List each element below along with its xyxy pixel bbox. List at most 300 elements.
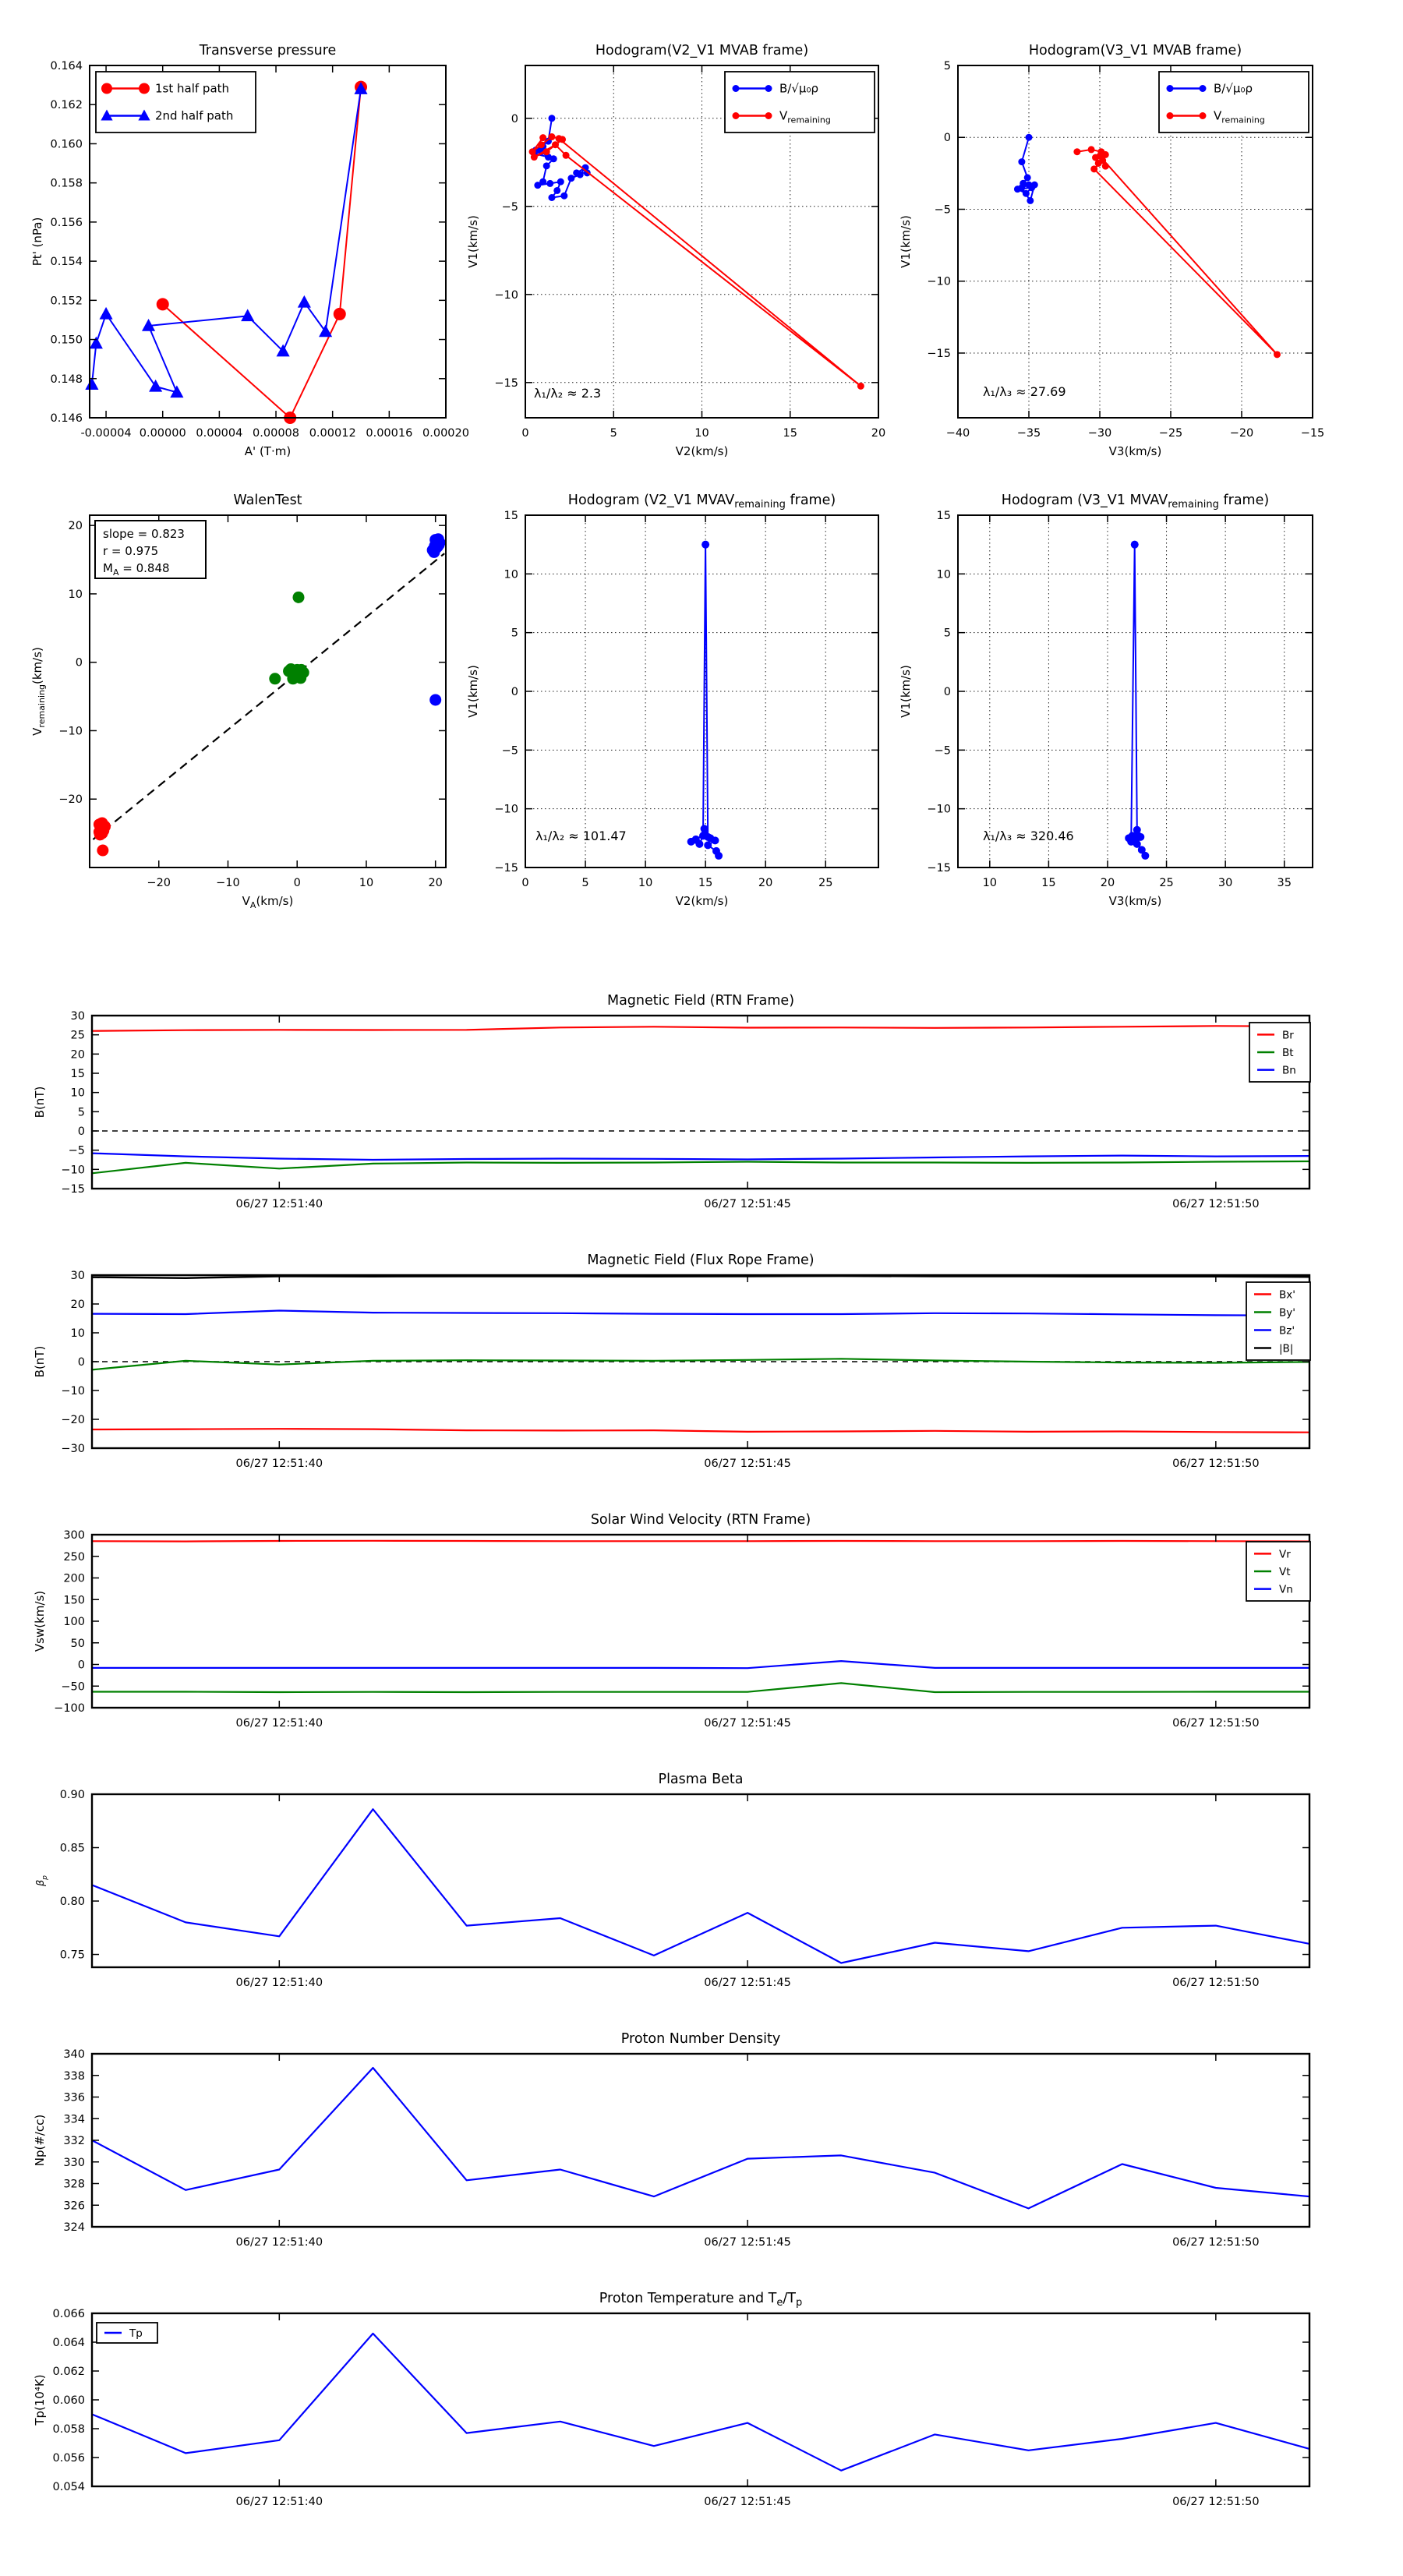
legend-label: Bx' [1279,1288,1295,1302]
chart-title: Magnetic Field (Flux Rope Frame) [587,1253,815,1268]
y-tick-label: 10 [68,588,83,601]
x-tick-label: −40 [945,427,970,440]
y-tick-label: 0 [943,132,951,145]
series-first-third-markers [94,817,111,856]
x-tick-label: 25 [818,877,833,889]
chart-title: Proton Number Density [620,2031,781,2047]
x-tick-label: 20 [758,877,773,889]
chart-title: Proton Temperature and $T_e/T_p$ [599,2291,803,2309]
y-tick-label: 0.064 [52,2337,85,2349]
chart-transverse-pressure [30,43,469,458]
x-axis-label: V3(km/s) [1108,444,1162,458]
x-tick-label: 0 [293,877,301,889]
x-tick-label: 5 [610,427,617,440]
dot-marker [1200,85,1207,92]
chart-hodogram-v2v1-mvab [466,43,885,458]
y-tick-label: 5 [943,60,951,72]
series-b-alfven [534,118,587,198]
series-v-remaining [1077,150,1278,355]
dot-marker [548,133,555,140]
dot-marker [292,592,304,603]
x-tick-label: 0.00000 [139,427,186,440]
dot-marker [715,852,723,860]
dot-marker [1274,351,1281,358]
y-axis-label: $V_{remaining}(km/s)$ [30,647,47,736]
x-tick-label: 06/27 12:51:50 [1172,1198,1260,1210]
y-axis-label: B(nT) [33,1345,47,1378]
y-axis-label: V1(km/s) [899,665,913,718]
dot-marker [1073,148,1080,155]
y-tick-label: −15 [494,376,518,390]
y-tick-label: 0.90 [59,1789,85,1801]
y-tick-label: 0.164 [50,60,83,72]
y-tick-label: −15 [494,862,518,875]
chart-title: Transverse pressure [199,43,337,58]
y-axis-label: Np(#/cc) [33,2114,47,2167]
y-tick-label: −10 [927,803,951,816]
y-tick-label: −5 [501,200,518,214]
x-tick-label: 35 [1277,877,1292,889]
y-axis-label: Vsw(km/s) [33,1590,47,1652]
dot-marker [94,826,105,838]
series-Bz-prime [92,1311,1309,1316]
chart-hodogram-v3v1-mvab [899,43,1324,458]
legend-label: 2nd half path [155,108,234,123]
x-tick-label: -0.00004 [80,427,132,440]
dot-marker [546,180,553,187]
x-tick-label: −20 [147,877,171,889]
y-tick-label: 0.154 [50,256,83,269]
legend-label: 1st half path [155,81,230,96]
y-tick-label: 5 [511,627,518,640]
y-tick-label: 326 [63,2200,85,2213]
legend-label: Bn [1282,1064,1296,1077]
y-tick-label: 0.066 [52,2308,85,2320]
series-first-half-path [163,87,361,418]
dot-marker [298,666,309,678]
x-tick-label: 0.00020 [422,427,469,440]
y-tick-label: −100 [54,1702,85,1715]
dot-marker [687,838,695,846]
y-tick-label: 0.060 [52,2394,85,2407]
annotation: λ₁/λ₃ ≈ 27.69 [983,384,1066,399]
y-tick-label: −20 [61,1414,85,1426]
x-tick-label: 0.00008 [253,427,300,440]
y-tick-label: 0.054 [52,2481,85,2493]
y-tick-label: 0 [77,1659,85,1672]
series-Bt [92,1161,1309,1173]
legend [96,72,256,133]
legend-label: $V_{remaining}$ [779,108,831,125]
x-tick-label: 15 [1041,877,1056,889]
y-tick-label: 25 [70,1029,85,1042]
y-tick-label: 15 [504,510,518,522]
dot-marker [711,836,719,844]
dot-marker [550,155,557,162]
dot-marker [704,841,712,849]
x-tick-label: 06/27 12:51:45 [704,1198,791,1210]
chart-title: WalenTest [233,493,302,508]
y-tick-label: 10 [70,1327,85,1340]
y-tick-label: 5 [943,627,951,640]
x-tick-label: −10 [216,877,240,889]
x-tick-label: 15 [698,877,713,889]
series-middle-third-markers [269,592,309,684]
chart-title: Hodogram(V3_V1 MVAB frame) [1028,43,1242,58]
x-tick-label: 5 [581,877,589,889]
legend-label: |B| [1279,1342,1294,1355]
chart-magnetic-field-rtn [33,993,1310,1210]
y-tick-label: −50 [61,1680,85,1694]
y-tick-label: 332 [63,2135,85,2147]
x-tick-label: 06/27 12:51:45 [704,1717,791,1730]
x-tick-label: 06/27 12:51:40 [235,1458,323,1470]
x-axis-label: V2(km/s) [675,894,729,908]
legend-label: $V_{remaining}$ [1214,108,1265,125]
triangle-marker [85,377,98,390]
chart-title: Hodogram (V3_V1 $MVAV_{remaining}$ frame) [1001,493,1270,511]
x-tick-label: 06/27 12:51:40 [235,2496,323,2508]
series-Np [92,2068,1309,2208]
dot-marker [538,141,545,148]
y-tick-label: 0.160 [50,138,83,151]
y-tick-label: 0.062 [52,2366,85,2378]
y-tick-label: −5 [934,744,951,758]
series-Vt [92,1683,1309,1692]
x-tick-label: 06/27 12:51:45 [704,2496,791,2508]
chart-title: Hodogram (V2_V1 $MVAV_{remaining}$ frame) [567,493,836,511]
dot-marker [1167,85,1174,92]
y-tick-label: 0 [511,686,518,698]
y-tick-label: 15 [70,1068,85,1080]
dot-marker [556,135,563,142]
y-tick-label: −10 [58,725,83,738]
annotation: λ₁/λ₂ ≈ 2.3 [534,386,602,401]
y-tick-label: 30 [70,1270,85,1282]
x-tick-label: 06/27 12:51:40 [235,2236,323,2249]
x-tick-label: 20 [1100,877,1115,889]
x-tick-label: −15 [1300,427,1325,440]
y-tick-label: 15 [936,510,951,522]
triangle-marker [90,337,103,349]
y-axis-label: B(nT) [33,1086,47,1118]
y-tick-label: 0.146 [50,412,83,425]
x-tick-label: 0.00016 [366,427,413,440]
dot-marker [531,154,538,161]
x-tick-label: −35 [1016,427,1041,440]
x-tick-label: −30 [1087,427,1112,440]
dot-marker [1136,833,1144,841]
series-beta-p [92,1809,1309,1963]
stats-line: r = 0.975 [103,544,159,558]
x-tick-label: 06/27 12:51:40 [235,1717,323,1730]
y-tick-label: 0 [511,112,518,125]
y-tick-label: −10 [927,275,951,288]
y-axis-label: V1(km/s) [899,215,913,268]
y-tick-label: 20 [70,1048,85,1062]
x-tick-label: 0 [521,427,529,440]
x-axis-label: V2(km/s) [675,444,729,458]
y-tick-label: 338 [63,2069,85,2083]
dot-marker [1027,197,1034,204]
y-axis-label: V1(km/s) [466,215,480,268]
x-tick-label: 0 [521,877,529,889]
y-tick-label: 0.158 [50,177,83,190]
dot-marker [269,673,281,684]
y-tick-label: 0.152 [50,295,83,308]
x-tick-label: 10 [694,427,709,440]
x-tick-label: 06/27 12:51:50 [1172,2496,1260,2508]
y-tick-label: −5 [68,1144,85,1157]
x-tick-label: 06/27 12:51:50 [1172,1717,1260,1730]
dot-marker [1026,134,1033,141]
y-axis-label: V1(km/s) [466,665,480,718]
y-tick-label: 250 [63,1550,85,1564]
dot-marker [1097,153,1104,160]
dot-marker [429,694,441,705]
axes-frame [92,1794,1309,1967]
x-axis-label: V3(km/s) [1108,894,1162,908]
legend-label: Br [1282,1029,1294,1042]
dot-marker [765,112,772,119]
dot-marker [1018,158,1025,165]
dot-marker [552,141,559,148]
y-tick-label: 300 [63,1529,85,1542]
x-tick-label: 30 [1217,877,1233,889]
dot-marker [1200,112,1207,119]
series-Vr [92,1541,1309,1542]
x-tick-label: 15 [783,427,797,440]
y-tick-label: 50 [70,1637,85,1650]
dot-marker [733,112,740,119]
dot-marker [733,85,740,92]
series-Bn [92,1154,1309,1160]
y-tick-label: 20 [70,1299,85,1311]
x-tick-label: 06/27 12:51:50 [1172,1458,1260,1470]
dot-marker [1018,184,1025,191]
series-Bx-prime [92,1429,1309,1433]
legend-label: Vt [1279,1566,1291,1578]
dot-marker [563,152,570,159]
legend [1159,72,1309,133]
y-tick-label: 10 [504,568,518,581]
y-tick-label: 0.162 [50,99,83,112]
series-fit-line [93,553,444,839]
legend [1246,1542,1310,1601]
y-tick-label: 0.058 [52,2423,85,2436]
y-tick-label: −15 [61,1183,85,1196]
legend [725,72,875,133]
x-tick-label: −25 [1158,427,1183,440]
x-tick-label: 06/27 12:51:45 [704,2236,791,2249]
chart-title: Plasma Beta [658,1772,744,1787]
x-tick-label: 06/27 12:51:45 [704,1458,791,1470]
x-tick-label: 06/27 12:51:40 [235,1198,323,1210]
y-tick-label: 10 [70,1087,85,1100]
dot-marker [1026,182,1033,189]
y-tick-label: 0.156 [50,216,83,229]
dot-marker [543,162,550,169]
dot-marker [534,182,541,189]
y-tick-label: −15 [927,347,951,360]
dot-marker [1102,163,1109,170]
triangle-marker [241,309,254,321]
y-tick-label: 0 [943,686,951,698]
x-tick-label: 25 [1159,877,1174,889]
y-tick-label: −10 [61,1164,85,1177]
y-axis-label: Pt' (nPa) [30,217,44,267]
y-tick-label: 324 [63,2221,85,2234]
dot-marker [1024,174,1031,181]
chart-title: Hodogram(V2_V1 MVAB frame) [595,43,809,58]
x-axis-label: A' (T·m) [244,444,292,458]
y-tick-label: −15 [927,862,951,875]
dot-marker [567,175,574,182]
legend-label: B/√μ₀ρ [1214,81,1253,96]
x-tick-label: 20 [871,427,886,440]
y-tick-label: 0 [77,1356,85,1369]
chart-title: Solar Wind Velocity (RTN Frame) [590,1512,811,1528]
dot-marker [1090,165,1097,172]
x-tick-label: 06/27 12:51:50 [1172,1977,1260,1989]
series-B-magnitude [92,1276,1309,1278]
triangle-marker [149,380,162,392]
y-axis-label: $\beta_p$ [35,1875,49,1887]
dot-marker [560,193,567,200]
axes-frame [92,2054,1309,2227]
dot-marker [695,840,703,848]
dot-marker [573,169,580,176]
dot-marker [434,537,446,549]
dot-marker [285,663,297,675]
y-tick-label: 30 [70,1010,85,1023]
dot-marker [1141,852,1149,860]
y-tick-label: 5 [77,1106,85,1119]
y-tick-label: 200 [63,1572,85,1585]
legend-label: Vr [1279,1548,1291,1561]
chart-plasma-beta [35,1772,1309,1989]
y-tick-label: 20 [68,520,83,533]
dot-marker [539,134,546,141]
stats-line: $M_A = 0.848$ [103,561,170,578]
y-tick-label: −10 [61,1385,85,1398]
x-tick-label: 10 [359,877,374,889]
dot-marker [1167,112,1174,119]
chart-proton-temperature [33,2291,1309,2508]
chart-solar-wind-velocity [33,1512,1310,1730]
x-tick-label: −20 [1229,427,1254,440]
chart-magnetic-field-flux-rope [33,1253,1310,1470]
dot-marker [857,383,864,390]
series-Br [92,1026,1309,1030]
x-tick-label: 10 [982,877,998,889]
axes-frame [92,1535,1309,1708]
dot-marker [543,148,550,155]
circle-marker [334,308,346,320]
dot-marker [553,187,560,194]
legend-label: Bt [1282,1047,1294,1059]
y-tick-label: 0.80 [59,1896,85,1909]
triangle-marker [100,307,113,320]
y-tick-label: 0.85 [59,1842,85,1855]
legend [1246,1282,1310,1360]
legend-label: By' [1279,1306,1295,1320]
series-Vn [92,1661,1309,1668]
y-tick-label: 0.056 [52,2452,85,2465]
y-tick-label: −20 [58,793,83,807]
dot-marker [1023,190,1030,197]
x-tick-label: 06/27 12:51:45 [704,1977,791,1989]
y-tick-label: 330 [63,2156,85,2169]
dot-marker [702,541,709,549]
y-tick-label: 336 [63,2091,85,2104]
series-Tp [92,2334,1309,2471]
axes-frame [92,2313,1309,2486]
series-v-remaining-path [1129,545,1145,856]
y-tick-label: −10 [494,288,518,302]
dot-marker [548,115,555,122]
dot-marker [1088,146,1095,153]
y-tick-label: 0 [77,1125,85,1138]
x-tick-label: 06/27 12:51:40 [235,1977,323,1989]
dot-marker [701,825,709,832]
chart-proton-number-density [33,2031,1309,2249]
y-tick-label: 340 [63,2048,85,2061]
legend-label: B/√μ₀ρ [779,81,818,96]
y-tick-label: 100 [63,1616,85,1628]
x-tick-label: 0.00004 [196,427,243,440]
legend [97,2323,157,2343]
x-axis-label: $V_A(km/s)$ [242,894,294,910]
annotation: λ₁/λ₂ ≈ 101.47 [535,829,627,843]
legend [1249,1023,1310,1082]
y-tick-label: 0 [75,656,83,670]
chart-title: Magnetic Field (RTN Frame) [606,993,795,1009]
y-tick-label: 328 [63,2178,85,2191]
dot-marker [97,845,108,857]
y-tick-label: 10 [936,568,951,581]
chart-walen-test [30,493,446,910]
x-tick-label: 20 [428,877,443,889]
triangle-marker [298,295,311,308]
circle-marker [139,83,150,94]
series-By-prime [92,1359,1309,1369]
y-tick-label: −30 [61,1443,85,1455]
dot-marker [557,178,564,186]
legend-label: Bz' [1279,1324,1295,1337]
stats-line: slope = 0.823 [103,527,185,541]
circle-marker [101,83,112,94]
annotation: λ₁/λ₃ ≈ 320.46 [983,829,1074,843]
y-tick-label: 0.150 [50,334,83,347]
y-tick-label: 334 [63,2113,85,2126]
y-axis-label: Tp(10⁴K) [33,2374,47,2426]
x-tick-label: 10 [638,877,653,889]
dot-marker [548,194,555,201]
y-tick-label: 0.75 [59,1949,85,1962]
y-tick-label: −5 [934,203,951,217]
series-second-half-path [92,89,361,392]
legend-label: Tp [129,2327,143,2340]
chart-hodogram-v3v1-mvav [899,493,1313,908]
dot-marker [1131,541,1139,549]
dot-marker [765,85,772,92]
y-tick-label: −5 [501,744,518,758]
circle-marker [157,298,169,310]
chart-hodogram-v2v1-mvav [466,493,878,908]
y-tick-label: 150 [63,1594,85,1607]
y-tick-label: −10 [494,803,518,816]
